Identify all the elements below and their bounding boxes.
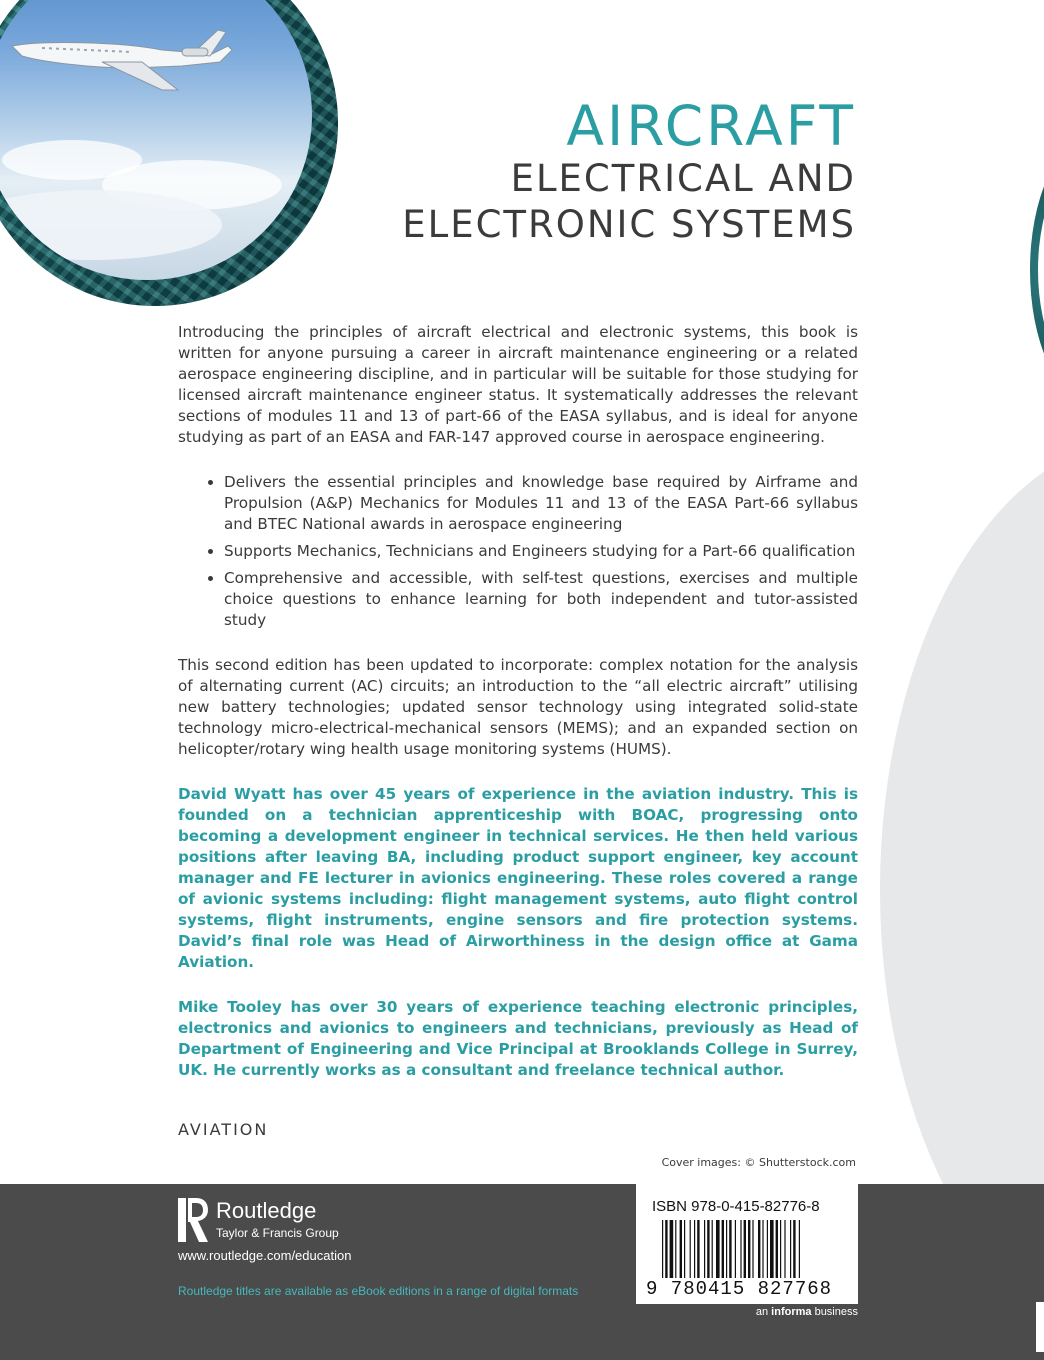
circle-photo-sky <box>0 0 312 280</box>
title-line-2: ELECTRONIC SYSTEMS <box>402 203 856 246</box>
publisher-url[interactable]: www.routledge.com/education <box>178 1248 352 1263</box>
barcode-digits: 9 780415 827768 <box>646 1278 833 1300</box>
title-main: AIRCRAFT <box>566 94 856 158</box>
informa-tagline: an informa business <box>755 1306 858 1318</box>
edition-paragraph: This second edition has been updated to incorporate: complex notation for the analysis of alternating current (AC) circuits; an introduction to the “all electric aircraft” utilising new battery technologies; updated sensor technology using integrated solid-state technology micro-electrical-mechanical sensors (MEMS); and an expanded section on helicopter/rotary wing health usage monitoring systems (HUMS). <box>178 656 858 758</box>
title-line-1: ELECTRICAL AND <box>510 157 856 200</box>
list-item: • Comprehensive and accessible, with self-test questions, exercises and multiple choice questions to enhance learning for both independent and tutor-assisted study <box>224 568 858 631</box>
circle-photo-wires <box>0 0 338 306</box>
publisher-name: Routledge <box>216 1198 317 1223</box>
blurb <box>178 322 858 1105</box>
author-bio-wyatt <box>178 784 858 973</box>
author-bio-text: has over 45 years of experience in the aviation industry. This is founded on a technician apprenticeship with BOAC, progressing onto becoming a development engineer in technical services. He then held various positions after leaving BA, including product support engineer, key account manager and FE lecturer in avionics engineering. These roles covered a range of avionic systems including: flight management systems, auto flight control systems, flight instruments, engine sensors and fire protection systems. David’s final role was Head of Airworthiness in the design office at Gama Aviation. <box>178 785 858 971</box>
isbn-barcode-box <box>636 1184 858 1304</box>
corner-mark <box>1036 1302 1044 1352</box>
informa-brand: informa <box>771 1306 812 1318</box>
footer-band <box>0 1184 1044 1360</box>
list-item: • Delivers the essential principles and knowledge base required by Airframe and Propulsion (A&P) Mechanics for Modules 11 and 13 of the EASA Part-66 syllabus and BTEC National awards in aerospace engineering <box>224 472 858 535</box>
isbn-number: ISBN 978-0-415-82776-8 <box>652 1198 820 1215</box>
barcode-icon <box>662 1220 842 1278</box>
author-bio-text: has over 30 years of experience teaching electronic principles, electronics and avionics to engineers and technicians, previously as Head of Department of Engineering and Vice Principal at Brooklands College in Surrey, UK. He currently works as a consultant and freelance technical author. <box>178 998 858 1079</box>
cover-image-credit: Cover images: © Shutterstock.com <box>661 1156 856 1169</box>
book-title <box>402 96 856 248</box>
routledge-logo-icon <box>178 1198 208 1242</box>
author-name: David Wyatt <box>178 785 286 803</box>
publisher-group: Taylor & Francis Group <box>216 1226 339 1240</box>
subject-category: AVIATION <box>178 1120 269 1139</box>
intro-paragraph: Introducing the principles of aircraft electrical and electronic systems, this book is written for anyone pursuing a career in aircraft maintenance engineering or a related aerospace engineering discipline, and in particular will be suitable for those studying for licensed aircraft maintenance engineer status. It systematically addresses the relevant sections of modules 11 and 13 of part-66 of the EASA syllabus, and is ideal for anyone studying as part of an EASA and FAR-147 approved course in aerospace engineering. <box>178 323 858 446</box>
author-bio-tooley <box>178 997 858 1081</box>
ebook-note: Routledge titles are available as eBook editions in a range of digital formats <box>178 1284 579 1298</box>
feature-list <box>178 472 858 631</box>
aircraft-icon <box>0 0 312 280</box>
author-name: Mike Tooley <box>178 998 282 1016</box>
list-item: • Supports Mechanics, Technicians and Engineers studying for a Part-66 qualification <box>224 541 858 562</box>
